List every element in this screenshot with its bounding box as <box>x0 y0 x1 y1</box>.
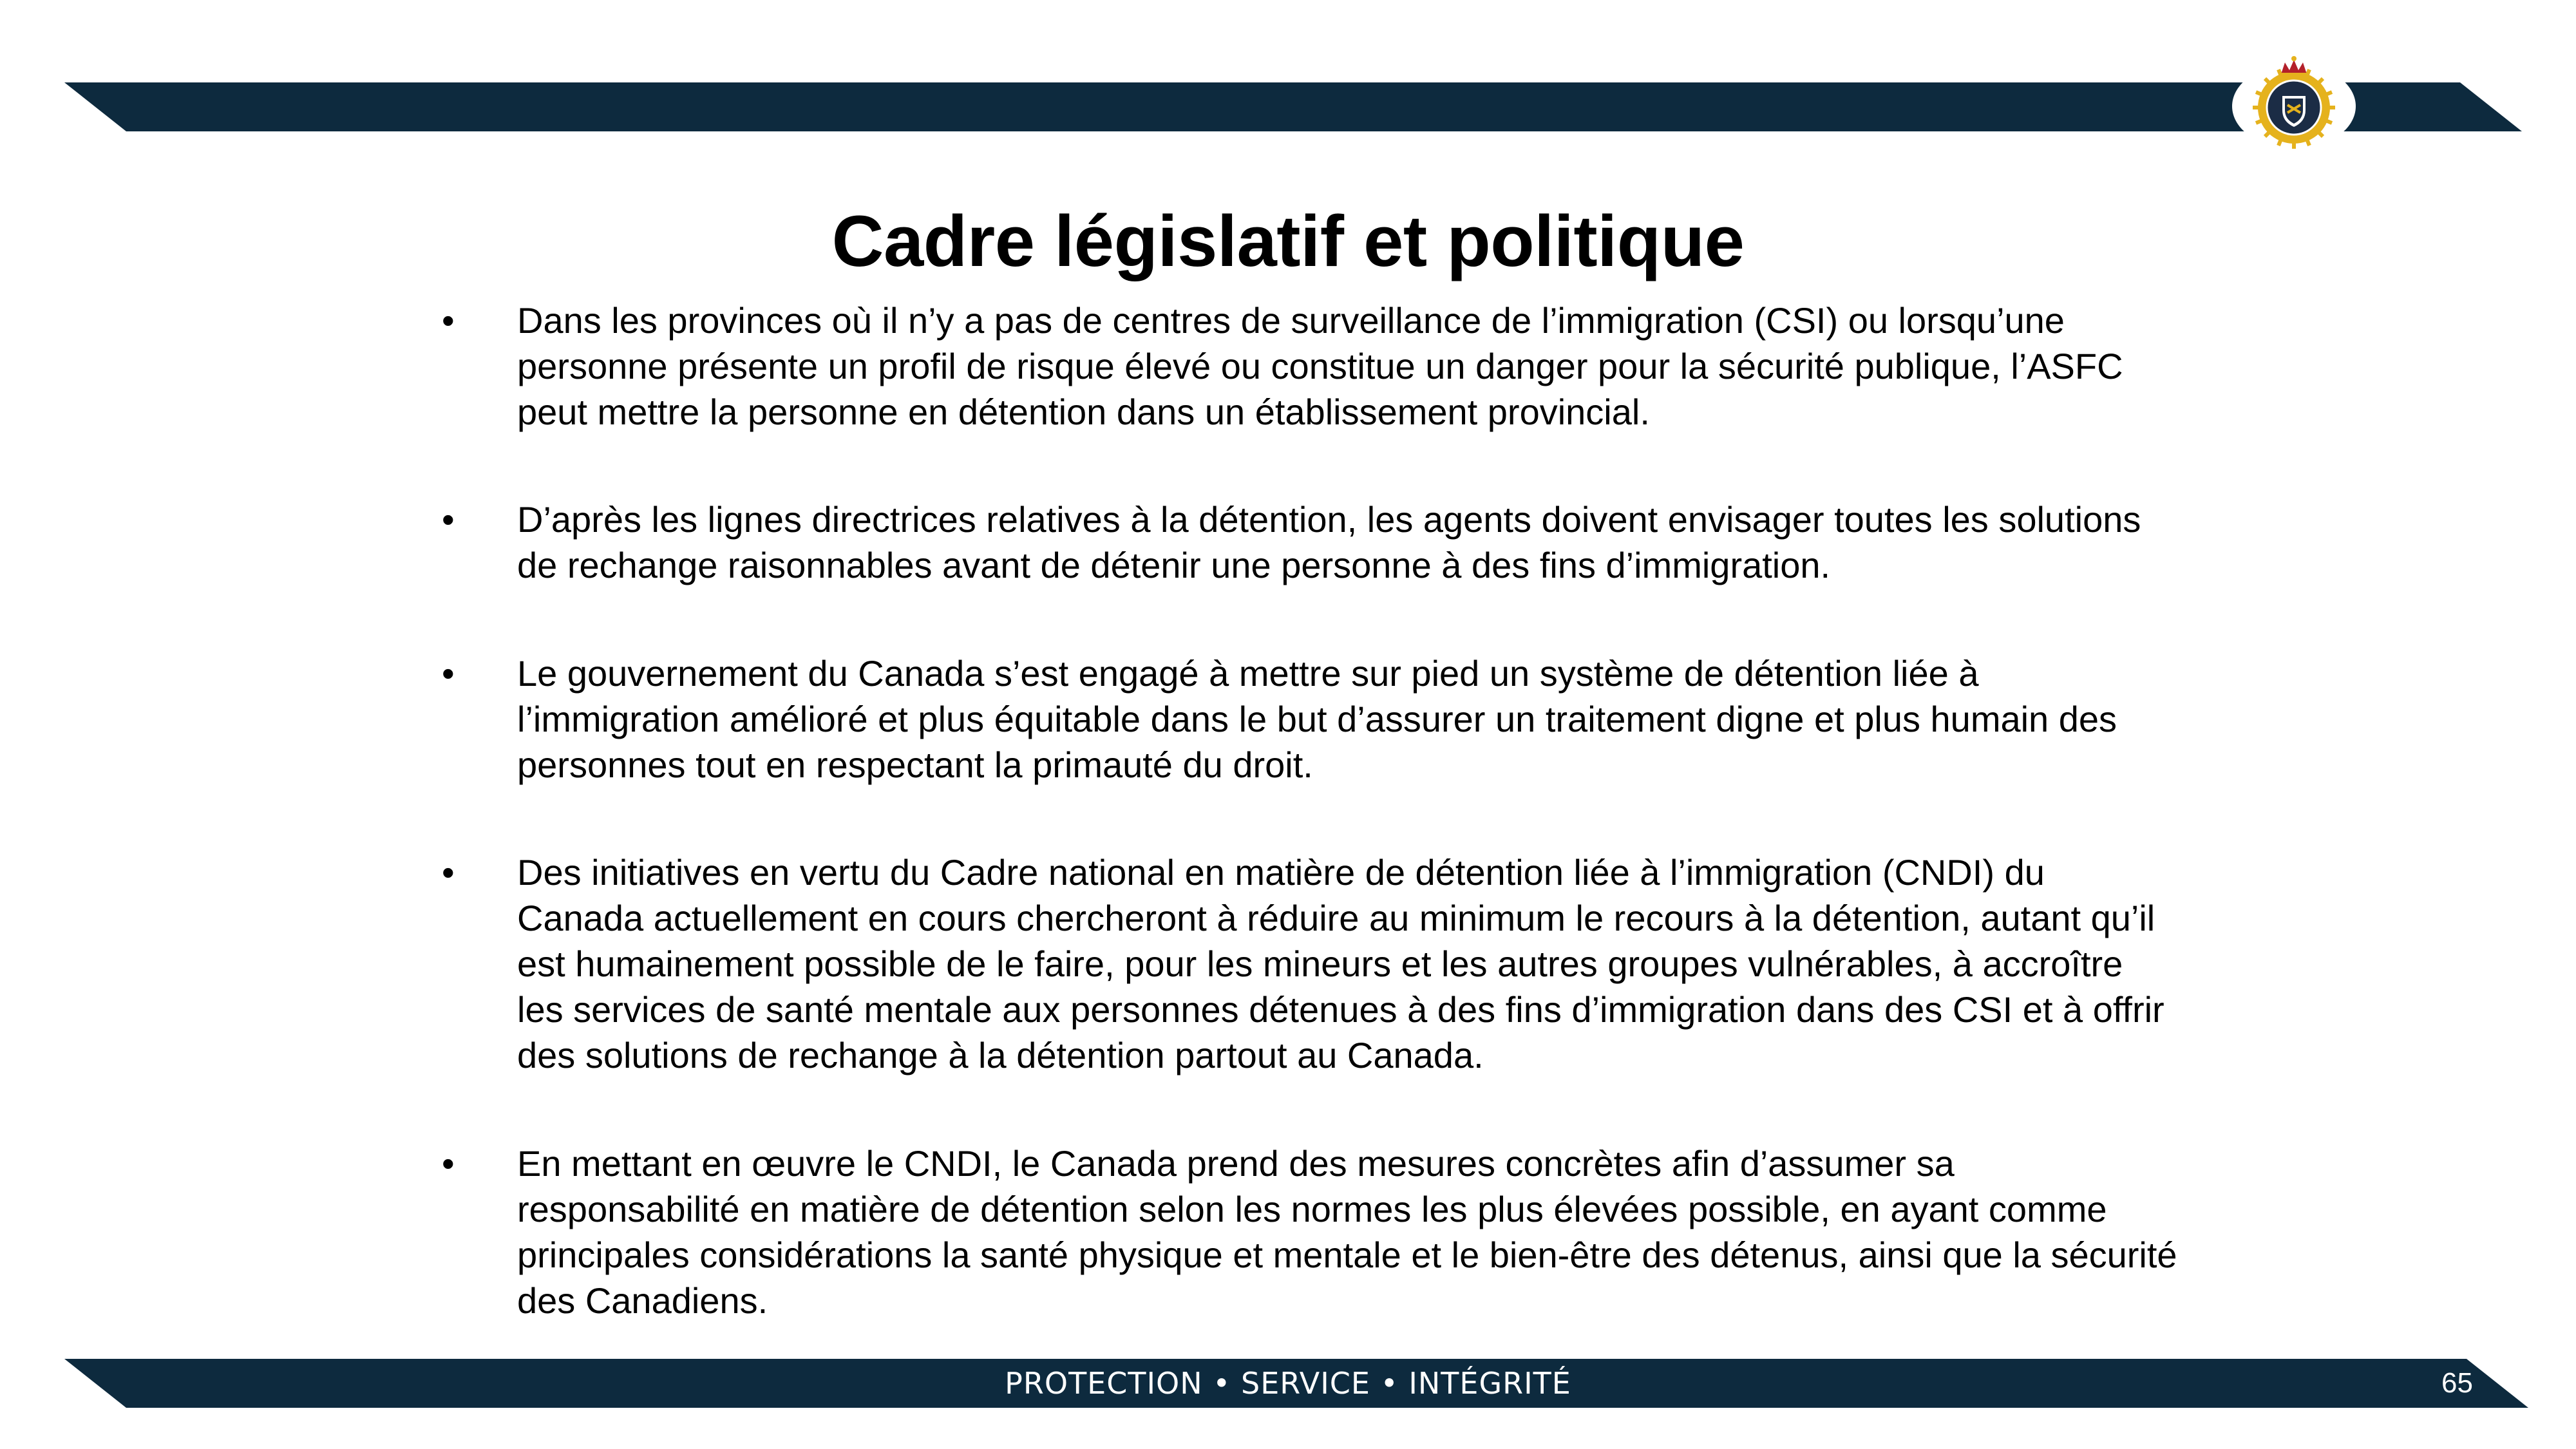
page-number: 65 <box>2441 1367 2473 1399</box>
bullet-text: D’après les lignes directrices relatives à la détention, les agents doivent envisager toutes les solutions de rechange raisonnables avant de détenir une personne à des fins d’immigration. <box>517 499 2141 585</box>
slide-title: Cadre législatif et politique <box>831 201 1745 281</box>
bullet-marker: • <box>442 653 455 694</box>
bullet-marker: • <box>442 852 455 893</box>
bullet-marker: • <box>442 499 455 540</box>
bullet-marker: • <box>442 1143 455 1184</box>
bullet-text: Des initiatives en vertu du Cadre national en matière de détention liée à l’immigration (CNDI) du Canada actuellement en cours chercheront à réduire au minimum le recours à la détention, autant qu’il est humainement possible de le faire, pour les mineurs et les autres groupes vulnérables, à accroître les services de santé mentale aux personnes détenues à des fins d’immigration dans des CSI et à offrir des solutions de rechange à la détention partout au Canada. <box>517 852 2164 1075</box>
header-band <box>0 82 2576 131</box>
bullet-text: Le gouvernement du Canada s’est engagé à mettre sur pied un système de détention liée à l’immigration amélioré et plus équitable dans le but d’assurer un traitement digne et plus humain des personnes tout en respectant la primauté du droit. <box>517 653 2117 785</box>
cbsa-crest-icon <box>2230 48 2358 151</box>
bullet-text: Dans les provinces où il n’y a pas de centres de surveillance de l’immigration (CSI) ou lorsqu’une personne présente un profil de risque élevé ou constitue un danger pour la sécurité publique, l’ASFC peut mettre la personne en détention dans un établissement provincial. <box>517 300 2123 432</box>
bullet-text: En mettant en œuvre le CNDI, le Canada prend des mesures concrètes afin d’assumer sa responsabilité en matière de détention selon les normes les plus élevées possible, en ayant comme principales considérations la santé physique et mentale et le bien-être des détenus, ainsi que la sécurité des Canadiens. <box>517 1143 2177 1321</box>
footer-motto: PROTECTION • SERVICE • INTÉGRITÉ <box>1005 1366 1571 1401</box>
bullet-marker: • <box>442 300 455 341</box>
